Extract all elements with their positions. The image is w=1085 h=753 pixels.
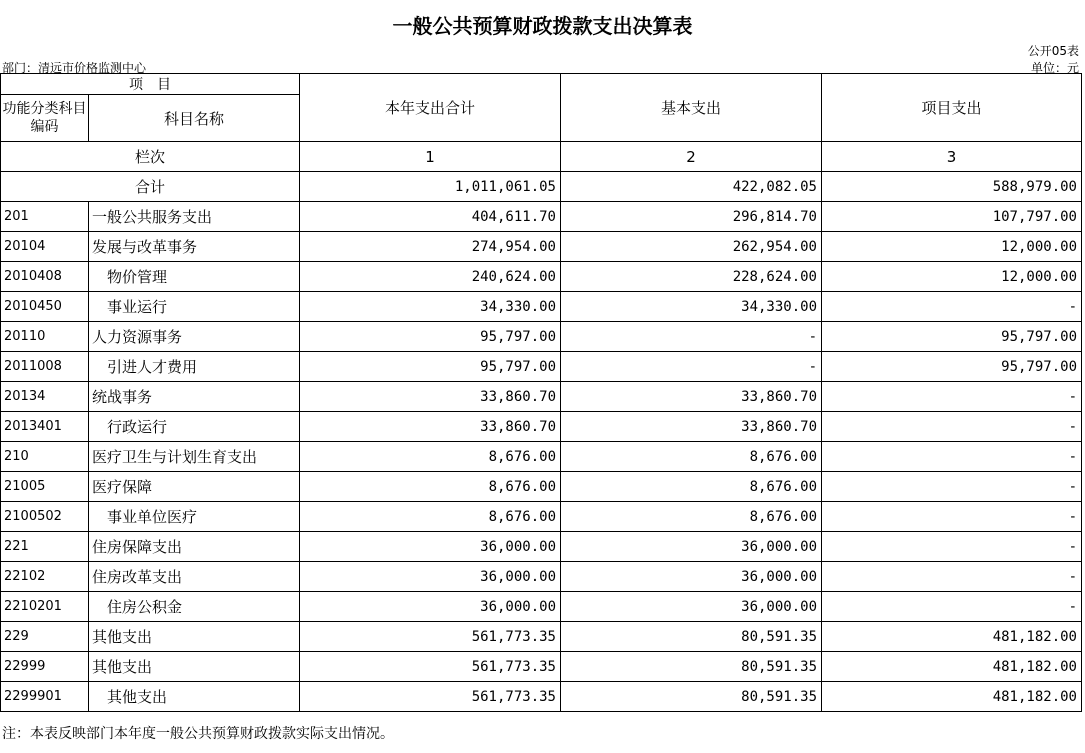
row-code: 20104 [1,232,89,262]
row-code: 2011008 [1,352,89,382]
row-project: 107,797.00 [822,202,1082,232]
row-name: 物价管理 [89,262,300,292]
row-project: 481,182.00 [822,622,1082,652]
row-basic: 33,860.70 [561,412,822,442]
header-item-group: 项 目 [1,74,300,95]
row-name: 住房保障支出 [89,532,300,562]
row-name: 住房公积金 [89,592,300,622]
row-name: 事业单位医疗 [89,502,300,532]
row-code: 201 [1,202,89,232]
row-project: - [822,532,1082,562]
row-basic: - [561,352,822,382]
row-name: 发展与改革事务 [89,232,300,262]
row-total: 404,611.70 [300,202,561,232]
column-number-row [1,142,1082,172]
row-total: 36,000.00 [300,592,561,622]
row-code: 2100502 [1,502,89,532]
row-project: 12,000.00 [822,232,1082,262]
table-row [1,382,1082,412]
row-code: 22999 [1,652,89,682]
row-basic: 262,954.00 [561,232,822,262]
row-total: 95,797.00 [300,322,561,352]
table-row [1,622,1082,652]
row-code: 2013401 [1,412,89,442]
row-basic: 8,676.00 [561,502,822,532]
row-name: 其他支出 [89,622,300,652]
expenditure-table [0,73,1082,712]
total-project: 588,979.00 [822,172,1082,202]
header-total: 本年支出合计 [300,74,561,142]
row-name: 事业运行 [89,292,300,322]
row-total: 36,000.00 [300,562,561,592]
row-code: 2010450 [1,292,89,322]
department-label: 部门：清远市价格监测中心 [2,61,147,75]
row-code: 2210201 [1,592,89,622]
row-project: - [822,382,1082,412]
form-code: 公开05表 [1027,44,1079,58]
row-project: 12,000.00 [822,262,1082,292]
row-basic: 8,676.00 [561,442,822,472]
row-total: 33,860.70 [300,412,561,442]
table-row [1,202,1082,232]
row-basic: 80,591.35 [561,682,822,712]
row-name: 引进人才费用 [89,352,300,382]
row-basic: 296,814.70 [561,202,822,232]
table-row [1,682,1082,712]
row-project: - [822,562,1082,592]
header-row-group [1,74,1082,95]
row-project: - [822,592,1082,622]
row-total: 34,330.00 [300,292,561,322]
row-total: 561,773.35 [300,622,561,652]
col-no-2: 2 [561,142,822,172]
row-project: 481,182.00 [822,652,1082,682]
row-total: 95,797.00 [300,352,561,382]
row-code: 20110 [1,322,89,352]
row-no-label: 栏次 [1,142,300,172]
row-basic: 33,860.70 [561,382,822,412]
table-row [1,352,1082,382]
row-project: - [822,412,1082,442]
row-name: 其他支出 [89,682,300,712]
row-total: 240,624.00 [300,262,561,292]
row-project: 481,182.00 [822,682,1082,712]
row-name: 行政运行 [89,412,300,442]
row-code: 2010408 [1,262,89,292]
col-no-1: 1 [300,142,561,172]
row-project: - [822,442,1082,472]
header-name: 科目名称 [89,95,300,142]
row-basic: 228,624.00 [561,262,822,292]
total-amount: 1,011,061.05 [300,172,561,202]
row-basic: 80,591.35 [561,622,822,652]
row-code: 22102 [1,562,89,592]
row-project: - [822,502,1082,532]
table-row [1,652,1082,682]
table-row [1,562,1082,592]
row-total: 8,676.00 [300,472,561,502]
table-row [1,322,1082,352]
row-basic: 8,676.00 [561,472,822,502]
row-total: 8,676.00 [300,442,561,472]
col-no-3: 3 [822,142,1082,172]
total-label: 合计 [1,172,300,202]
row-total: 561,773.35 [300,652,561,682]
header-basic: 基本支出 [561,74,822,142]
row-code: 21005 [1,472,89,502]
table-row [1,442,1082,472]
row-name: 住房改革支出 [89,562,300,592]
table-row [1,532,1082,562]
row-total: 36,000.00 [300,532,561,562]
row-basic: 80,591.35 [561,652,822,682]
row-code: 229 [1,622,89,652]
row-name: 医疗保障 [89,472,300,502]
row-name: 人力资源事务 [89,322,300,352]
row-basic: 36,000.00 [561,592,822,622]
table-row [1,412,1082,442]
row-total: 561,773.35 [300,682,561,712]
table-row [1,232,1082,262]
row-total: 8,676.00 [300,502,561,532]
page-title: 一般公共预算财政拨款支出决算表 [392,14,693,38]
table-row [1,592,1082,622]
row-project: 95,797.00 [822,352,1082,382]
row-basic: 34,330.00 [561,292,822,322]
row-total: 274,954.00 [300,232,561,262]
row-name: 其他支出 [89,652,300,682]
row-code: 210 [1,442,89,472]
row-basic: 36,000.00 [561,562,822,592]
row-name: 一般公共服务支出 [89,202,300,232]
header-code: 功能分类科目编码 [1,95,89,142]
row-code: 221 [1,532,89,562]
row-basic: 36,000.00 [561,532,822,562]
total-basic: 422,082.05 [561,172,822,202]
header-project: 项目支出 [822,74,1082,142]
footnote: 注：本表反映部门本年度一般公共预算财政拨款实际支出情况。 [2,726,394,742]
row-name: 统战事务 [89,382,300,412]
table-row [1,292,1082,322]
row-project: - [822,472,1082,502]
unit-label: 单位：元 [1030,61,1079,75]
row-code: 2299901 [1,682,89,712]
row-basic: - [561,322,822,352]
row-project: 95,797.00 [822,322,1082,352]
total-row [1,172,1082,202]
row-total: 33,860.70 [300,382,561,412]
table-row [1,472,1082,502]
row-project: - [822,292,1082,322]
row-name: 医疗卫生与计划生育支出 [89,442,300,472]
table-row [1,262,1082,292]
row-code: 20134 [1,382,89,412]
table-row [1,502,1082,532]
